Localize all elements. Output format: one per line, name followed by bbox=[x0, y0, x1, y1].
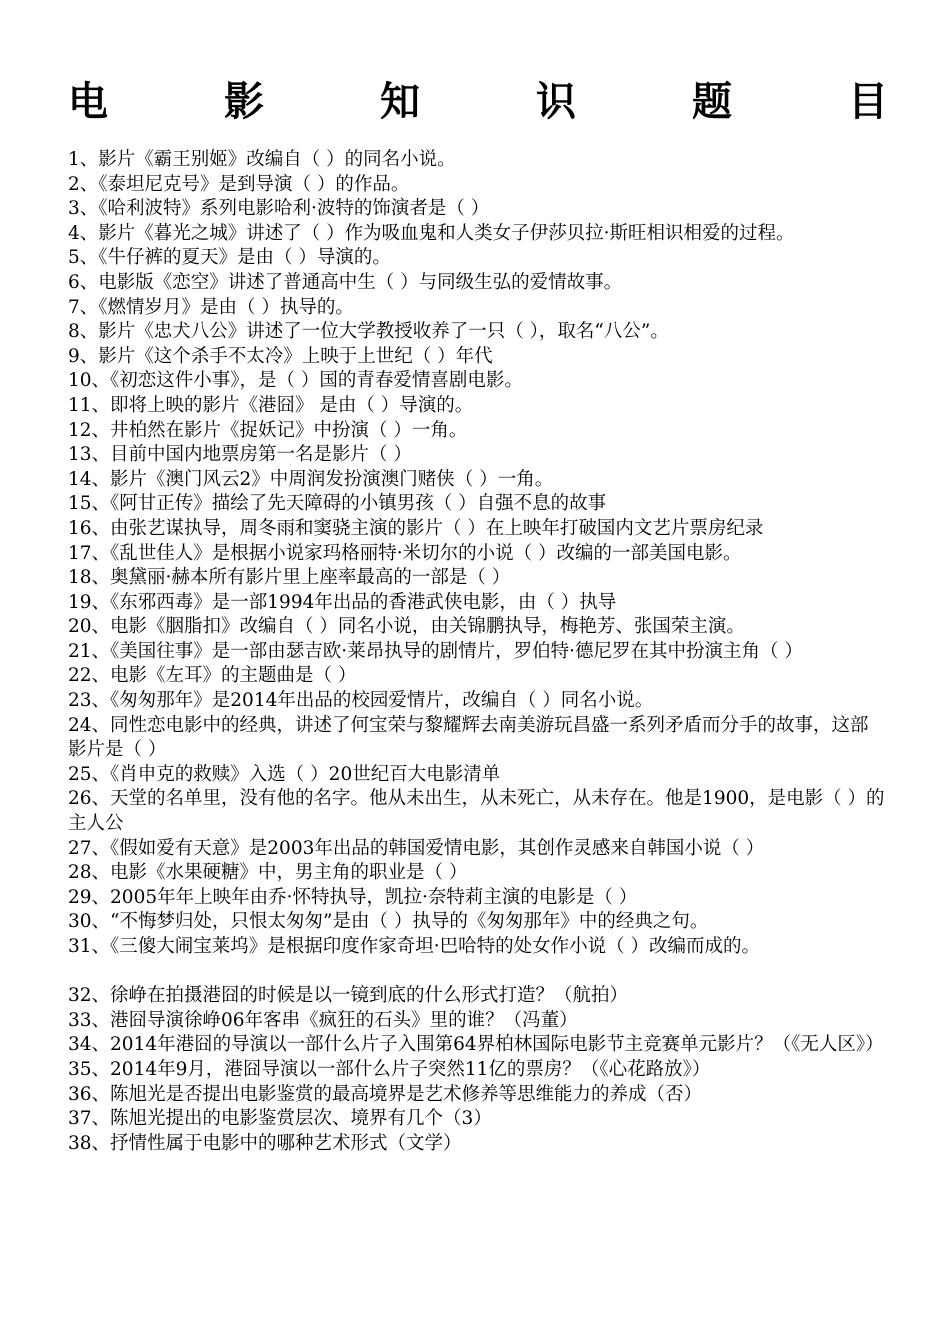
title-char: 题 bbox=[692, 79, 732, 125]
question-8: 8、影片《忠犬八公》讲述了一位大学教授收养了一只（ ），取名“八公”。 bbox=[68, 321, 669, 343]
question-9: 9、影片《这个杀手不太冷》上映于上世纪（ ）年代 bbox=[68, 345, 493, 367]
question-11: 11、即将上映的影片《港囧》 是由（ ）导演的。 bbox=[68, 394, 474, 416]
title-char: 影 bbox=[224, 79, 264, 125]
question-23: 23、《匆匆那年》是2014年出品的校园爱情片，改编自（ ）同名小说。 bbox=[68, 690, 654, 712]
question-18: 18、奥黛丽·赫本所有影片里上座率最高的一部是（ ） bbox=[68, 567, 511, 589]
question-33: 33、港囧导演徐峥06年客串《疯狂的石头》里的谁？（冯董） bbox=[68, 1009, 578, 1031]
question-20: 20、电影《胭脂扣》改编自（ ）同名小说，由关锦鹏执导，梅艳芳、张国荣主演。 bbox=[68, 616, 745, 638]
section-gap bbox=[68, 960, 898, 985]
question-17: 17、《乱世佳人》是根据小说家玛格丽特·米切尔的小说（ ）改编的一部美国电影。 bbox=[68, 542, 742, 564]
question-26: 26、天堂的名单里，没有他的名字。他从未出生，从未死亡，从未存在。他是1900，是电影（ ）的主人公 bbox=[68, 788, 885, 835]
question-2: 2、《泰坦尼克号》是到导演（ ）的作品。 bbox=[68, 173, 410, 195]
question-15: 15、《阿甘正传》描绘了先天障碍的小镇男孩（ ）自强不息的故事 bbox=[68, 493, 607, 515]
title-char: 电 bbox=[68, 79, 108, 125]
question-21: 21、《美国往事》是一部由瑟吉欧·莱昂执导的剧情片，罗伯特·德尼罗在其中扮演主角（ ） bbox=[68, 640, 803, 662]
title-char: 识 bbox=[536, 79, 576, 125]
question-14: 14、影片《澳门风云2》中周润发扮演澳门赌侠（ ）一角。 bbox=[68, 468, 554, 490]
question-24: 24、同性恋电影中的经典，讲述了何宝荣与黎耀辉去南美游玩昌盛一系列矛盾而分手的故事，这部影片是（ ） bbox=[68, 714, 869, 761]
question-22: 22、电影《左耳》的主题曲是（ ） bbox=[68, 665, 357, 687]
question-19: 19、《东邪西毒》是一部1994年出品的香港武侠电影，由（ ）执导 bbox=[68, 591, 617, 613]
title-char: 目 bbox=[848, 79, 888, 125]
question-10: 10、《初恋这件小事》，是（ ）国的青春爱情喜剧电影。 bbox=[68, 370, 523, 392]
question-6: 6、电影版《恋空》讲述了普通高中生（ ）与同级生弘的爱情故事。 bbox=[68, 271, 623, 293]
question-12: 12、井柏然在影片《捉妖记》中扮演（ ）一角。 bbox=[68, 419, 468, 441]
question-7: 7、《燃情岁月》是由（ ）执导的。 bbox=[68, 296, 354, 318]
question-list bbox=[68, 148, 898, 1156]
question-34: 34、2014年港囧的导演以一部什么片子入围第64界柏林国际电影节主竞赛单元影片？（《无人区》） bbox=[68, 1034, 884, 1056]
question-16: 16、由张艺谋执导，周冬雨和窦骁主演的影片（ ）在上映年打破国内文艺片票房纪录 bbox=[68, 517, 764, 539]
question-13: 13、目前中国内地票房第一名是影片（ ） bbox=[68, 444, 412, 466]
question-28: 28、电影《水果硬糖》中，男主角的职业是（ ） bbox=[68, 862, 468, 884]
question-35: 35、2014年9月，港囧导演以一部什么片子突然11亿的票房？（《心花路放》） bbox=[68, 1058, 711, 1080]
question-29: 29、2005年年上映年由乔·怀特执导，凯拉·奈特莉主演的电影是（ ） bbox=[68, 886, 638, 908]
question-38: 38、抒情性属于电影中的哪种艺术形式（文学） bbox=[68, 1132, 462, 1154]
question-1: 1、影片《霸王别姬》改编自（ ）的同名小说。 bbox=[68, 149, 456, 170]
title-char: 知 bbox=[380, 79, 420, 125]
question-25: 25、《肖申克的救赎》入选（ ）20世纪百大电影清单 bbox=[68, 763, 501, 785]
page-title bbox=[68, 76, 888, 128]
question-27: 27、《假如爱有天意》是2003年出品的韩国爱情电影，其创作灵感来自韩国小说（ ） bbox=[68, 837, 765, 859]
question-37: 37、陈旭光提出的电影鉴赏层次、境界有几个（3） bbox=[68, 1108, 492, 1130]
question-36: 36、陈旭光是否提出电影鉴赏的最高境界是艺术修养等思维能力的养成（否） bbox=[68, 1083, 703, 1105]
question-30: 30、“不悔梦归处，只恨太匆匆”是由（ ）执导的《匆匆那年》中的经典之句。 bbox=[68, 911, 709, 933]
question-4: 4、影片《暮光之城》讲述了（ ）作为吸血鬼和人类女子伊莎贝拉·斯旺相识相爱的过程。 bbox=[68, 222, 795, 244]
question-32: 32、徐峥在拍摄港囧的时候是以一镜到底的什么形式打造？（航拍） bbox=[68, 985, 629, 1007]
question-3: 3、《哈利波特》系列电影哈利·波特的饰演者是（ ） bbox=[68, 198, 490, 220]
question-31: 31、《三傻大闹宝莱坞》是根据印度作家奇坦·巴哈特的处女作小说（ ）改编而成的。 bbox=[68, 936, 761, 957]
question-5: 5、《牛仔裤的夏天》是由（ ）导演的。 bbox=[68, 247, 391, 269]
